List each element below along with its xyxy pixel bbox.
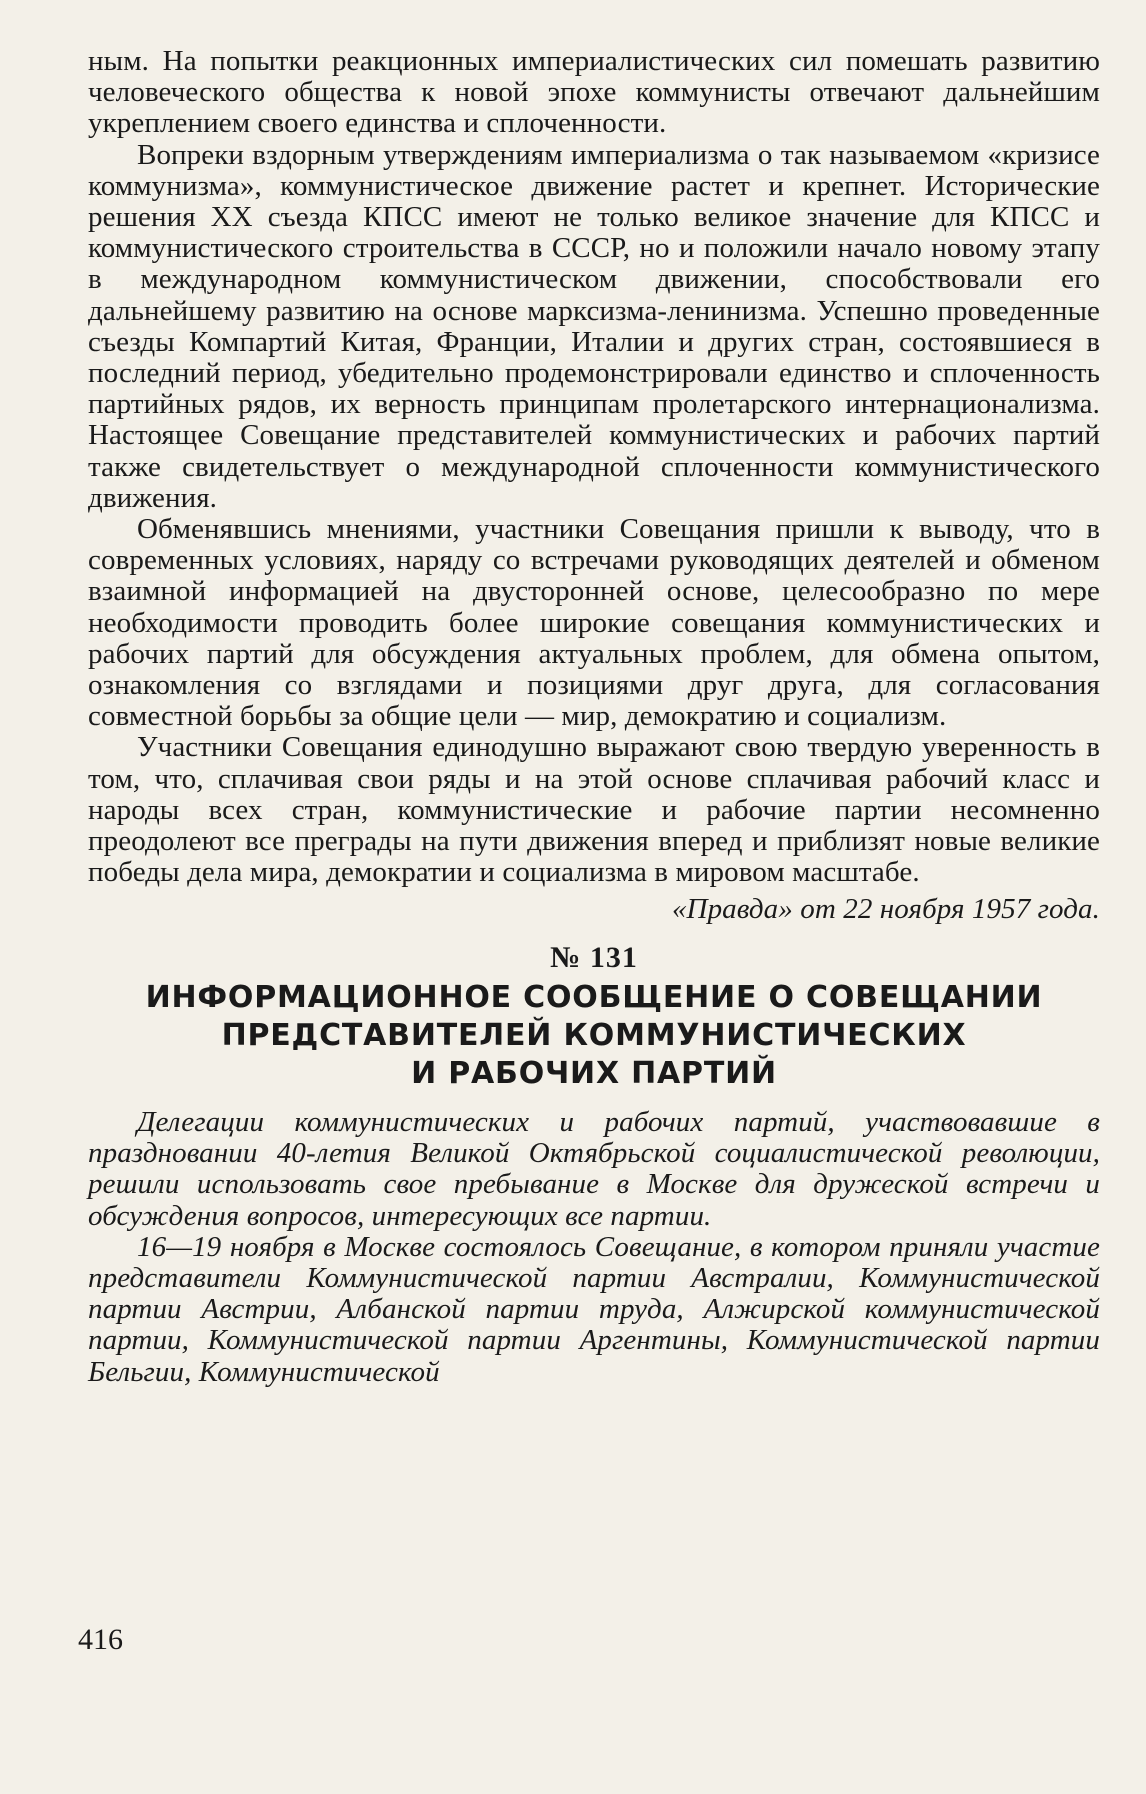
page-number: 416 bbox=[78, 1623, 123, 1656]
title-line-3: И РАБОЧИХ ПАРТИЙ bbox=[411, 1055, 777, 1091]
paragraph-crisis-of-communism: Вопреки вздорным утверждениям империализма о так называемом «кризисе коммунизма», коммунистическое движение растет и крепнет. Исторические решения XX съезда КПСС имеют не только великое значение для КПСС и коммунистического строительства в СССР, но и положили начало новому этапу в международном коммунистическом движении, способствовали его дальнейшему развитию на основе марксизма-ленинизма. Успешно проведенные съезды Компартий Китая, Франции, Италии и других стран, состоявшиеся в последний период, убедительно продемонстрировали единство и сплоченность партийных рядов, их верность принципам пролетарского интернационализма. Настоящее Совещание представителей коммунистических и рабочих партий также свидетельствует о международной сплоченности коммунистического движения. bbox=[88, 138, 1100, 514]
paragraph-unanimous-confidence: Участники Совещания единодушно выражают свою твердую уверенность в том, что, сплачивая свои ряды и на этой основе сплачивая рабочий класс и народы всех стран, коммунистические и рабочие партии несомненно преодолеют все преграды на пути движения вперед и приблизят новые великие победы дела мира, демократии и социализма в мировом масштабе. bbox=[88, 731, 1100, 889]
paragraph-continuation: ным. На попытки реакционных империалистических сил помешать развитию человеческого общества к новой эпохе коммунисты отвечают дальнейшим укреплением своего единства и сплоченности. bbox=[88, 45, 1100, 140]
paragraph-exchange-of-views: Обменявшись мнениями, участники Совещания пришли к выводу, что в современных условиях, наряду со встречами руководящих деятелей и обменом взаимной информацией на двусторонней основе, целесообразно по мере необходимости проводить более широкие совещания коммунистических и рабочих партий для обсуждения актуальных проблем, для обмена опытом, ознакомления со взглядами и позициями друг друга, для согласования совместной борьбы за общие цели — мир, демократию и социализм. bbox=[88, 513, 1100, 733]
document-text bbox=[88, 46, 1100, 1388]
title-line-2: ПРЕДСТАВИТЕЛЕЙ КОММУНИСТИЧЕСКИХ bbox=[221, 1017, 967, 1053]
title-line-1: ИНФОРМАЦИОННОЕ СООБЩЕНИЕ О СОВЕЩАНИИ bbox=[145, 979, 1043, 1015]
document-number: № 131 bbox=[550, 940, 638, 974]
document-title bbox=[88, 979, 1100, 1093]
paragraph-delegations: Делегации коммунистических и рабочих партий, участвовавшие в праздновании 40-летия Великой Октябрьской социалистической революции, решили использовать свое пребывание в Москве для дружеской встречи и обсуждения вопросов, интересующих все партии. bbox=[88, 1105, 1100, 1232]
paragraph-participants: 16—19 ноября в Москве состоялось Совещание, в котором приняли участие представители Коммунистической партии Австралии, Коммунистической партии Австрии, Албанской партии труда, Алжирской коммунистической партии, Коммунистической партии Аргентины, Коммунистической партии Бельгии, Коммунистической bbox=[88, 1230, 1100, 1388]
source-citation: «Правда» от 22 ноября 1957 года. bbox=[671, 893, 1100, 926]
